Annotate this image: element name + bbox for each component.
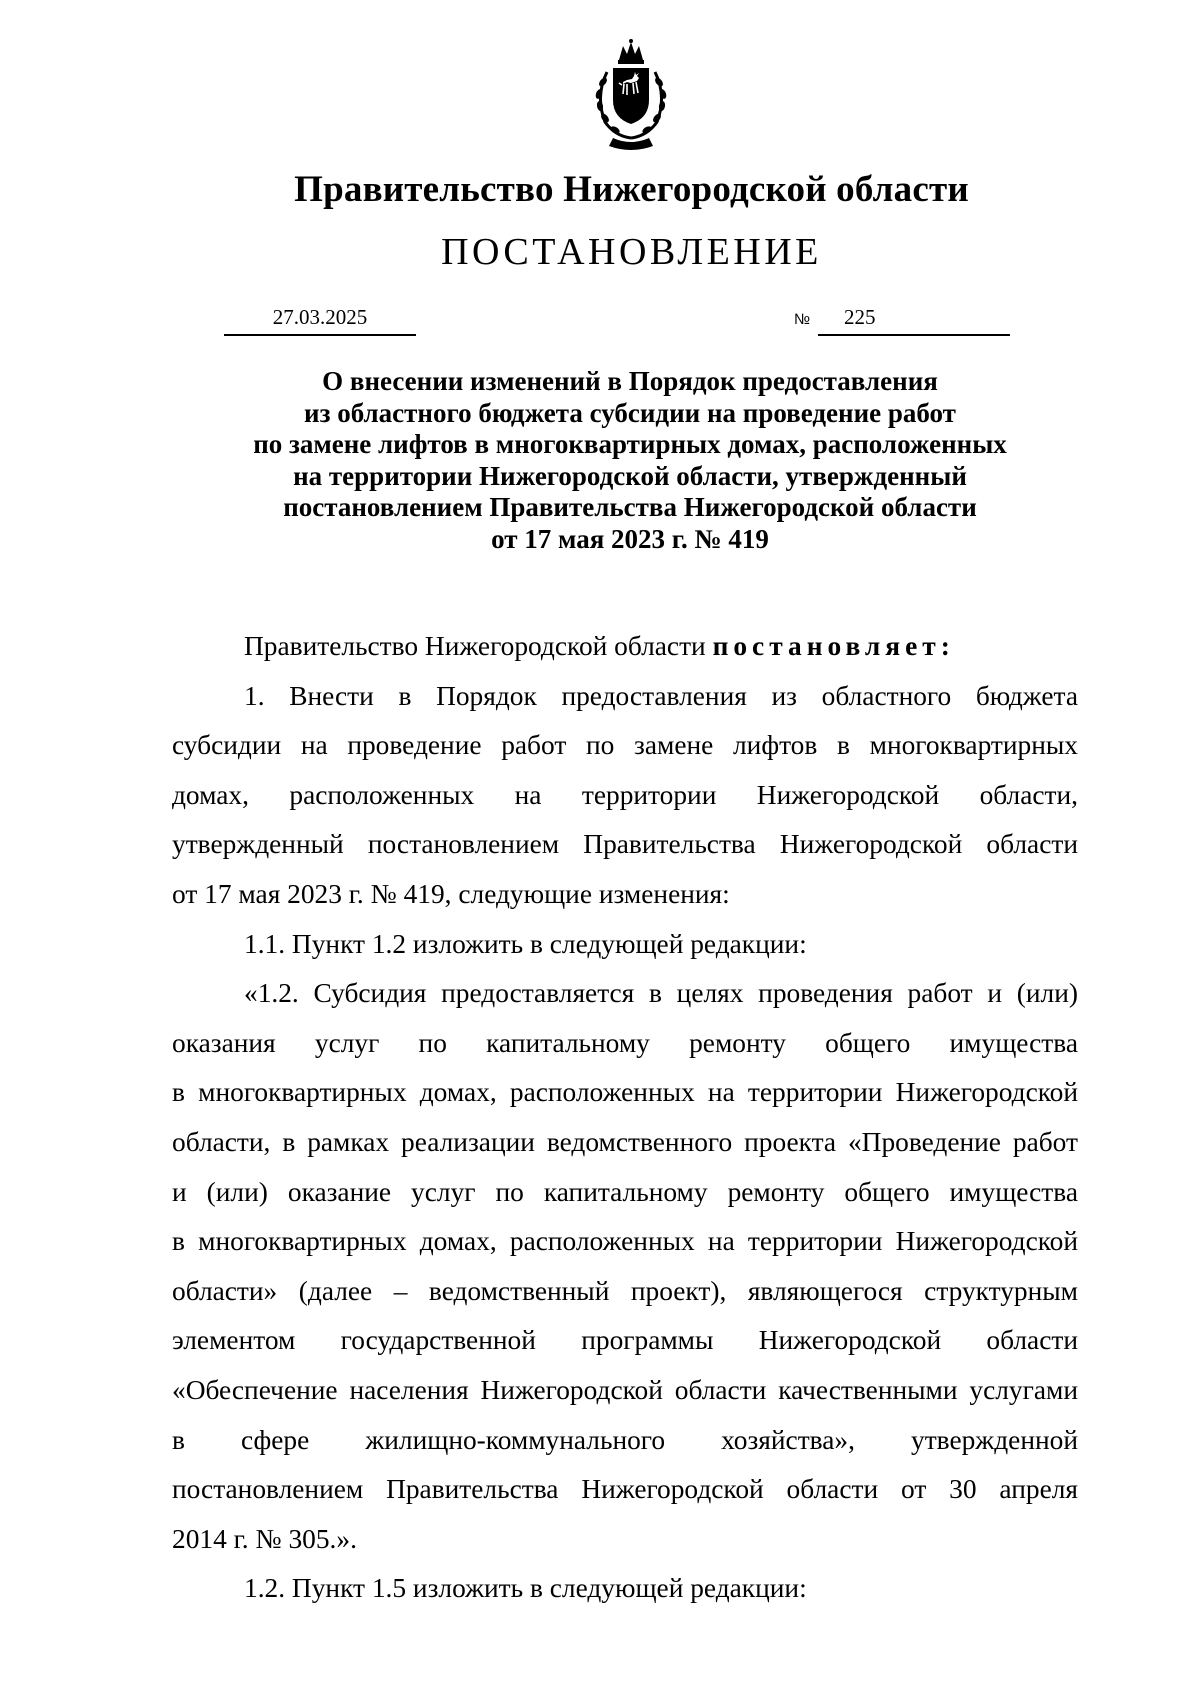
heading-line: О внесении изменений в Порядок предоставления bbox=[322, 366, 938, 396]
paragraph-line: 2014 г. № 305.». bbox=[172, 1523, 357, 1554]
preamble-paragraph bbox=[172, 622, 1078, 672]
item-1-2-paragraph: 1.2. Пункт 1.5 изложить в следующей редакции: bbox=[244, 1573, 807, 1604]
heading-line: на территории Нижегородской области, утвержденный bbox=[293, 460, 967, 491]
preamble-text: Правительство Нижегородской области bbox=[244, 631, 706, 661]
document-heading bbox=[180, 366, 1080, 555]
document-number: 225 bbox=[844, 305, 876, 329]
paragraph-line: и (или) оказание услуг по капитальному ремонту общего имущества bbox=[172, 1176, 1078, 1207]
preamble-keyword: постановляет: bbox=[712, 631, 955, 661]
paragraph-line: оказания услуг по капитальному ремонту общего имущества bbox=[172, 1027, 1078, 1058]
heading-line: от 17 мая 2023 г. № 419 bbox=[491, 523, 769, 554]
paragraph-line: в сфере жилищно-коммунального хозяйства», утвержденной bbox=[172, 1424, 1078, 1455]
item-1-paragraph bbox=[172, 672, 1078, 920]
document-body bbox=[172, 622, 1078, 1614]
heading-line: по замене лифтов в многоквартирных домах, расположенных bbox=[253, 429, 1007, 459]
paragraph-line: от 17 мая 2023 г. № 419, следующие изменения: bbox=[172, 878, 730, 909]
quoted-paragraph bbox=[172, 969, 1078, 1564]
document-number-field bbox=[818, 304, 1010, 336]
item-1-1-paragraph: 1.1. Пункт 1.2 изложить в следующей редакции: bbox=[244, 928, 807, 959]
number-sign: № bbox=[794, 311, 811, 328]
heading-line: постановлением Правительства Нижегородской области bbox=[283, 492, 977, 522]
paragraph-line: в многоквартирных домах, расположенных на территории Нижегородской bbox=[172, 1226, 1078, 1257]
paragraph-line: области» (далее – ведомственный проект), являющегося структурным bbox=[172, 1275, 1078, 1306]
coat-of-arms-icon bbox=[577, 38, 685, 150]
paragraph-line: утвержденный постановлением Правительства Нижегородской области bbox=[172, 829, 1078, 860]
paragraph-line: «1.2. Субсидия предоставляется в целях проведения работ и (или) bbox=[244, 978, 1078, 1009]
document-type: ПОСТАНОВЛЕНИЕ bbox=[441, 231, 822, 273]
organization-title: Правительство Нижегородской области bbox=[294, 169, 969, 210]
paragraph-line: области, в рамках реализации ведомственного проекта «Проведение работ bbox=[172, 1126, 1078, 1157]
paragraph-line: «Обеспечение населения Нижегородской области качественными услугами bbox=[172, 1374, 1078, 1405]
paragraph-line: субсидии на проведение работ по замене лифтов в многоквартирных bbox=[172, 730, 1078, 761]
paragraph-line: элементом государственной программы Нижегородской области bbox=[172, 1325, 1078, 1356]
heading-line: из областного бюджета субсидии на проведение работ bbox=[304, 397, 956, 428]
document-date: 27.03.2025 bbox=[224, 304, 416, 336]
paragraph-line: в многоквартирных домах, расположенных на территории Нижегородской bbox=[172, 1077, 1078, 1108]
paragraph-line: постановлением Правительства Нижегородской области от 30 апреля bbox=[172, 1474, 1078, 1505]
paragraph-line: домах, расположенных на территории Нижегородской области, bbox=[172, 779, 1078, 810]
paragraph-line: 1. Внести в Порядок предоставления из областного бюджета bbox=[244, 680, 1078, 711]
